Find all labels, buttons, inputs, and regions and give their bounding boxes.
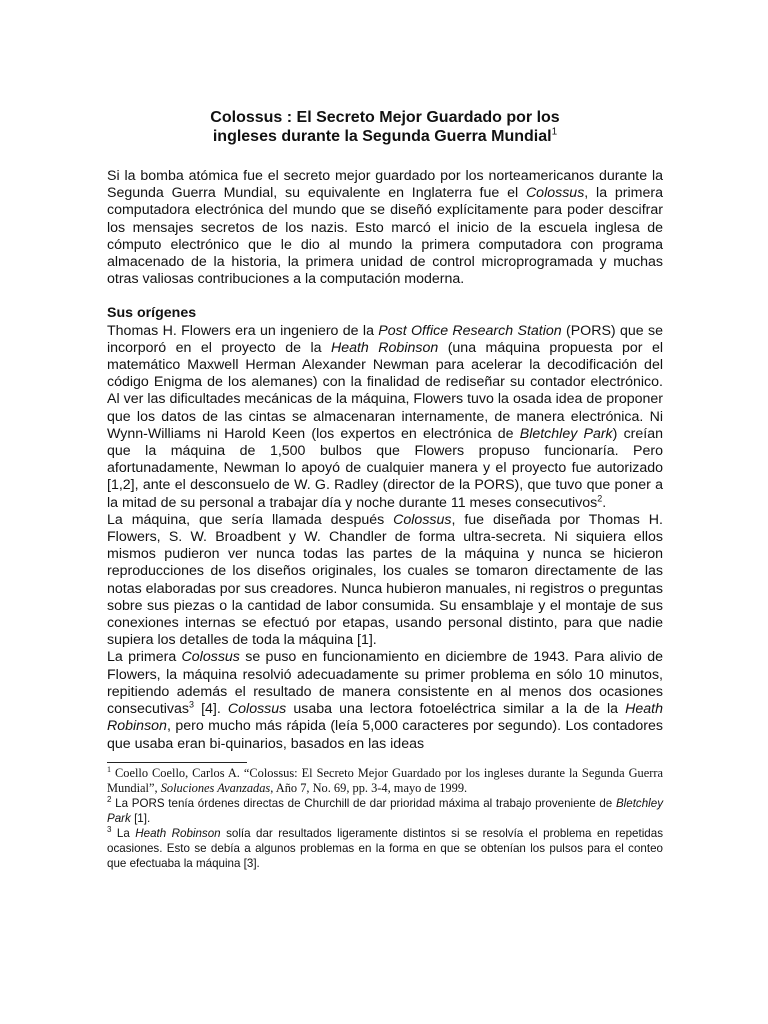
- intro-italic-colossus: Colossus: [525, 185, 585, 202]
- footnote-text: La: [111, 826, 136, 840]
- paragraph-italic: Post Office Research Station: [378, 322, 562, 339]
- footnote-text: solía dar resultados ligeramente distintos si se resolvía el problema en repetidas ocasiones. Esto se debía a algunos problemas en la forma en que se obtenían los pulsos para el conteo que efectuaba la máquina [3].: [107, 826, 663, 870]
- paragraph-text: ) creían que la máquina de 1,500 bulbos que Flowers propuso funcionaría. Pero afortunadamente, Newman lo apoyó de cualquier manera y el proyecto fue autorizado [1,2], ante el desconsuelo de W. G. Radley (director de la PORS), que tuvo que poner a la mitad de su personal a trabajar día y noche durante 11 meses consecutivos: [107, 425, 663, 511]
- paragraph-italic: Heath Robinson: [107, 701, 663, 735]
- paragraph-text: (una máquina propuesta por el matemático Maxwell Herman Alexander Newman para acelerar la decodificación del código Enigma de los alemanes) con la finalidad de rediseñar su contador electrónico. Al ver las dificultades mecánicas de la máquina, Flowers tuvo la osada idea de proponer que los datos de las cintas se almacenaran internamente, de manera electrónica. Ni Wynn-Williams ni Harold Keen (los expertos en electrónica de: [107, 339, 663, 442]
- intro-text: Si la bomba atómica fue el secreto mejor guardado por los norteamericanos durante la Segunda Guerra Mundial, su equivalente en Inglaterra fue el: [107, 168, 663, 202]
- footnote-ref[interactable]: 2: [597, 492, 603, 503]
- paragraph-3: [107, 649, 663, 752]
- section-heading: Sus orígenes: [107, 305, 197, 322]
- document-title: [107, 108, 663, 146]
- title-footnote-mark: 1: [551, 126, 558, 138]
- footnote-italic: Soluciones Avanzadas: [160, 780, 271, 795]
- paragraph-2: [107, 512, 663, 650]
- document-body: [107, 108, 663, 871]
- paragraph-italic: Bletchley Park: [519, 425, 613, 442]
- paragraph-text: Thomas H. Flowers era un ingeniero de la: [107, 322, 379, 339]
- footnote-text: La PORS tenía órdenes directas de Churchill de dar prioridad máxima al trabajo proveniente de: [111, 796, 616, 810]
- footnote-italic: Heath Robinson: [135, 826, 221, 840]
- paragraph-text: , pero mucho más rápida (leía 5,000 caracteres por segundo). Los contadores que usaba eran bi-quinarios, basados en las ideas: [107, 718, 663, 752]
- paragraph-italic: Colossus: [393, 511, 452, 528]
- footnote-2: [107, 796, 663, 826]
- footnote-3: [107, 826, 663, 871]
- paragraph-text: se puso en funcionamiento en diciembre de 1943. Para alivio de Flowers, la máquina resolvió adecuadamente su primer problema en sólo 10 minutos, repitiendo además el resultado de manera consistente en al menos dos ocasiones consecutivas: [107, 649, 663, 718]
- paragraph-italic: Heath Robinson: [330, 339, 439, 356]
- paragraph-italic: Colossus: [227, 701, 287, 718]
- paragraph-text: usaba una lectora fotoeléctrica similar a la de la: [286, 701, 626, 718]
- paragraph-text: La primera: [107, 649, 182, 666]
- footnote-mark: 1: [107, 764, 111, 774]
- footnote-text: Coello Coello, Carlos A. “Colossus: El Secreto Mejor Guardado por los ingleses durante la Segunda Guerra Mundial”,: [107, 765, 663, 795]
- footnote-1: [107, 766, 663, 796]
- footnote-text: , Año 7, No. 69, pp. 3-4, mayo de 1999.: [270, 780, 468, 795]
- paragraph-text: , fue diseñada por Thomas H. Flowers, S. W. Broadbent y W. Chandler de forma ultra-secreta. Ni siquiera ellos mismos pudieron ver nunca todas las partes de la máquina y nunca se hicieron reproducciones de los diseños originales, los cuales se tomaron directamente de las notas elaboradas por sus creadores. Nunca hubieron manuales, ni registros o preguntas sobre sus piezas o la cantidad de labor consumida. Su ensamblaje y el montaje de sus conexiones internas se efectuó por etapas, usando personal distinto, para que nadie supiera los detalles de toda la máquina [1].: [107, 511, 664, 649]
- title-line-1: Colossus : El Secreto Mejor Guardado por los: [210, 109, 560, 126]
- paragraph-text: La máquina, que sería llamada después: [107, 511, 394, 528]
- paragraph-text: (PORS) que se incorporó en el proyecto de la: [107, 322, 663, 356]
- footnote-text: [1].: [130, 811, 151, 825]
- paragraph-italic: Colossus: [181, 649, 240, 666]
- paragraph-text: .: [602, 494, 607, 511]
- intro-text: , la primera computadora electrónica del mundo que se diseñó explícitamente para poder descifrar los mensajes secretos de los nazis. Esto marcó el inicio de la escuela inglesa de cómputo electrónico que le dio al mundo la primera computadora con programa almacenado de la historia, la primera unidad de control microprogramada y muchas otras valiosas contribuciones a la computación moderna.: [107, 185, 663, 288]
- footnote-italic: Bletchley Park: [107, 796, 663, 825]
- footnote-ref[interactable]: 3: [189, 699, 195, 710]
- paragraph-text: [4].: [194, 701, 228, 718]
- title-line-2: ingleses durante la Segunda Guerra Mundial: [212, 128, 552, 145]
- footnote-mark: 3: [107, 824, 112, 834]
- paragraph-1: [107, 323, 663, 512]
- footnote-separator: [107, 762, 247, 763]
- intro-paragraph: [107, 168, 663, 288]
- footnote-mark: 2: [107, 794, 112, 804]
